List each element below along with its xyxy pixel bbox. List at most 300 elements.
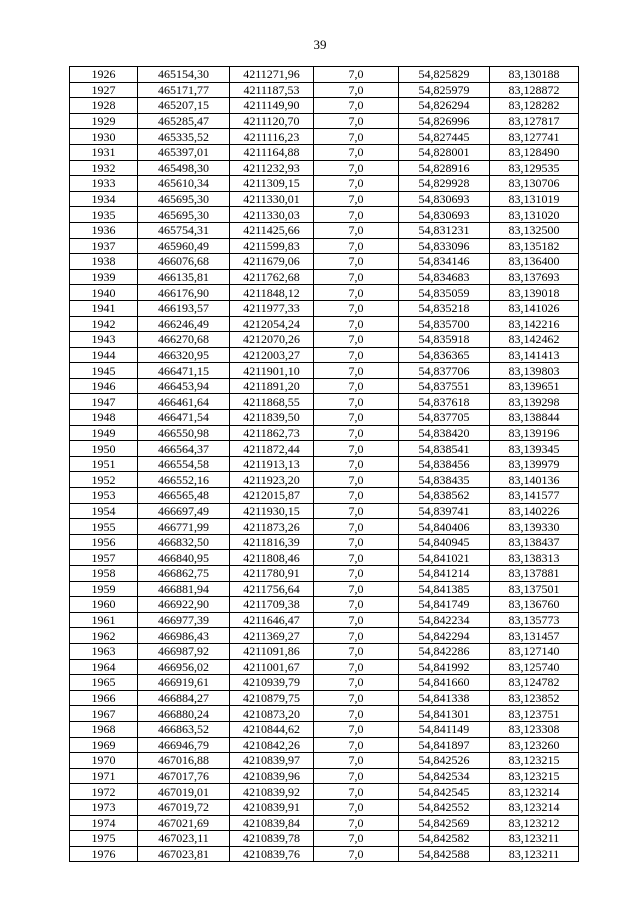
point-number-cell: 1943	[70, 332, 138, 348]
latitude-cell: 54,842588	[399, 846, 490, 862]
table-row	[70, 581, 579, 597]
x-coordinate-cell: 466176,90	[138, 285, 230, 301]
x-coordinate-cell: 467019,01	[138, 784, 230, 800]
point-number-cell: 1942	[70, 316, 138, 332]
x-coordinate-cell: 466193,57	[138, 300, 230, 316]
x-coordinate-cell: 466697,49	[138, 503, 230, 519]
x-coordinate-cell: 465207,15	[138, 98, 230, 114]
latitude-cell: 54,831231	[399, 222, 490, 238]
value-cell: 7,0	[314, 597, 399, 613]
longitude-cell: 83,123215	[490, 768, 579, 784]
longitude-cell: 83,123260	[490, 737, 579, 753]
longitude-cell: 83,130706	[490, 176, 579, 192]
y-coordinate-cell: 4212054,24	[230, 316, 314, 332]
y-coordinate-cell: 4211149,90	[230, 98, 314, 114]
table-row	[70, 768, 579, 784]
x-coordinate-cell: 466946,79	[138, 737, 230, 753]
value-cell: 7,0	[314, 534, 399, 550]
value-cell: 7,0	[314, 737, 399, 753]
table-row	[70, 643, 579, 659]
value-cell: 7,0	[314, 815, 399, 831]
x-coordinate-cell: 466461,64	[138, 394, 230, 410]
longitude-cell: 83,141577	[490, 488, 579, 504]
point-number-cell: 1970	[70, 753, 138, 769]
latitude-cell: 54,840406	[399, 519, 490, 535]
y-coordinate-cell: 4211901,10	[230, 363, 314, 379]
x-coordinate-cell: 466246,49	[138, 316, 230, 332]
x-coordinate-cell: 467021,69	[138, 815, 230, 831]
longitude-cell: 83,135182	[490, 238, 579, 254]
table-row	[70, 799, 579, 815]
point-number-cell: 1956	[70, 534, 138, 550]
point-number-cell: 1937	[70, 238, 138, 254]
longitude-cell: 83,136760	[490, 597, 579, 613]
latitude-cell: 54,836365	[399, 347, 490, 363]
longitude-cell: 83,137501	[490, 581, 579, 597]
point-number-cell: 1966	[70, 690, 138, 706]
point-number-cell: 1938	[70, 254, 138, 270]
x-coordinate-cell: 465754,31	[138, 222, 230, 238]
value-cell: 7,0	[314, 628, 399, 644]
longitude-cell: 83,140226	[490, 503, 579, 519]
x-coordinate-cell: 466565,48	[138, 488, 230, 504]
latitude-cell: 54,830693	[399, 191, 490, 207]
latitude-cell: 54,834683	[399, 269, 490, 285]
table-row	[70, 690, 579, 706]
table-row	[70, 394, 579, 410]
x-coordinate-cell: 466320,95	[138, 347, 230, 363]
x-coordinate-cell: 466076,68	[138, 254, 230, 270]
value-cell: 7,0	[314, 176, 399, 192]
value-cell: 7,0	[314, 82, 399, 98]
value-cell: 7,0	[314, 363, 399, 379]
latitude-cell: 54,841749	[399, 597, 490, 613]
longitude-cell: 83,127741	[490, 129, 579, 145]
point-number-cell: 1971	[70, 768, 138, 784]
y-coordinate-cell: 4211780,91	[230, 566, 314, 582]
y-coordinate-cell: 4212070,26	[230, 332, 314, 348]
x-coordinate-cell: 466832,50	[138, 534, 230, 550]
x-coordinate-cell: 466881,94	[138, 581, 230, 597]
point-number-cell: 1962	[70, 628, 138, 644]
value-cell: 7,0	[314, 254, 399, 270]
point-number-cell: 1927	[70, 82, 138, 98]
x-coordinate-cell: 466270,68	[138, 332, 230, 348]
longitude-cell: 83,128282	[490, 98, 579, 114]
x-coordinate-cell: 466471,15	[138, 363, 230, 379]
latitude-cell: 54,842294	[399, 628, 490, 644]
x-coordinate-cell: 465154,30	[138, 67, 230, 83]
point-number-cell: 1976	[70, 846, 138, 862]
longitude-cell: 83,123308	[490, 721, 579, 737]
longitude-cell: 83,136400	[490, 254, 579, 270]
latitude-cell: 54,838541	[399, 441, 490, 457]
value-cell: 7,0	[314, 612, 399, 628]
latitude-cell: 54,842552	[399, 799, 490, 815]
y-coordinate-cell: 4211762,68	[230, 269, 314, 285]
table-row	[70, 659, 579, 675]
value-cell: 7,0	[314, 394, 399, 410]
x-coordinate-cell: 466771,99	[138, 519, 230, 535]
y-coordinate-cell: 4211977,33	[230, 300, 314, 316]
value-cell: 7,0	[314, 846, 399, 862]
y-coordinate-cell: 4211599,83	[230, 238, 314, 254]
y-coordinate-cell: 4210879,75	[230, 690, 314, 706]
table-row	[70, 222, 579, 238]
point-number-cell: 1964	[70, 659, 138, 675]
point-number-cell: 1957	[70, 550, 138, 566]
table-row	[70, 238, 579, 254]
value-cell: 7,0	[314, 144, 399, 160]
longitude-cell: 83,137881	[490, 566, 579, 582]
point-number-cell: 1946	[70, 378, 138, 394]
latitude-cell: 54,841897	[399, 737, 490, 753]
longitude-cell: 83,125740	[490, 659, 579, 675]
value-cell: 7,0	[314, 503, 399, 519]
latitude-cell: 54,837551	[399, 378, 490, 394]
table-row	[70, 347, 579, 363]
x-coordinate-cell: 465960,49	[138, 238, 230, 254]
table-row	[70, 316, 579, 332]
y-coordinate-cell: 4211816,39	[230, 534, 314, 550]
latitude-cell: 54,841385	[399, 581, 490, 597]
y-coordinate-cell: 4211873,26	[230, 519, 314, 535]
y-coordinate-cell: 4210842,26	[230, 737, 314, 753]
y-coordinate-cell: 4210839,84	[230, 815, 314, 831]
latitude-cell: 54,840945	[399, 534, 490, 550]
value-cell: 7,0	[314, 160, 399, 176]
value-cell: 7,0	[314, 643, 399, 659]
table-row	[70, 784, 579, 800]
latitude-cell: 54,837706	[399, 363, 490, 379]
value-cell: 7,0	[314, 566, 399, 582]
x-coordinate-cell: 465610,34	[138, 176, 230, 192]
value-cell: 7,0	[314, 581, 399, 597]
longitude-cell: 83,139979	[490, 456, 579, 472]
value-cell: 7,0	[314, 129, 399, 145]
y-coordinate-cell: 4211868,55	[230, 394, 314, 410]
y-coordinate-cell: 4212015,87	[230, 488, 314, 504]
longitude-cell: 83,124782	[490, 675, 579, 691]
x-coordinate-cell: 465695,30	[138, 191, 230, 207]
x-coordinate-cell: 466987,92	[138, 643, 230, 659]
y-coordinate-cell: 4211271,96	[230, 67, 314, 83]
point-number-cell: 1929	[70, 113, 138, 129]
table-row	[70, 363, 579, 379]
y-coordinate-cell: 4211116,23	[230, 129, 314, 145]
y-coordinate-cell: 4211001,67	[230, 659, 314, 675]
latitude-cell: 54,835700	[399, 316, 490, 332]
table-row	[70, 191, 579, 207]
table-row	[70, 753, 579, 769]
longitude-cell: 83,138437	[490, 534, 579, 550]
y-coordinate-cell: 4211187,53	[230, 82, 314, 98]
value-cell: 7,0	[314, 753, 399, 769]
table-row	[70, 425, 579, 441]
table-row	[70, 144, 579, 160]
value-cell: 7,0	[314, 347, 399, 363]
table-row	[70, 737, 579, 753]
y-coordinate-cell: 4211330,01	[230, 191, 314, 207]
longitude-cell: 83,130188	[490, 67, 579, 83]
table-row	[70, 332, 579, 348]
table-row	[70, 456, 579, 472]
table-row	[70, 566, 579, 582]
point-number-cell: 1967	[70, 706, 138, 722]
x-coordinate-cell: 466471,54	[138, 410, 230, 426]
table-row	[70, 67, 579, 83]
latitude-cell: 54,841149	[399, 721, 490, 737]
longitude-cell: 83,123215	[490, 753, 579, 769]
table-row	[70, 300, 579, 316]
point-number-cell: 1935	[70, 207, 138, 223]
point-number-cell: 1934	[70, 191, 138, 207]
x-coordinate-cell: 467016,88	[138, 753, 230, 769]
x-coordinate-cell: 466135,81	[138, 269, 230, 285]
table-row	[70, 472, 579, 488]
longitude-cell: 83,141413	[490, 347, 579, 363]
y-coordinate-cell: 4211120,70	[230, 113, 314, 129]
longitude-cell: 83,127140	[490, 643, 579, 659]
value-cell: 7,0	[314, 768, 399, 784]
x-coordinate-cell: 466550,98	[138, 425, 230, 441]
longitude-cell: 83,123211	[490, 846, 579, 862]
y-coordinate-cell: 4211369,27	[230, 628, 314, 644]
x-coordinate-cell: 465335,52	[138, 129, 230, 145]
point-number-cell: 1941	[70, 300, 138, 316]
y-coordinate-cell: 4211709,38	[230, 597, 314, 613]
latitude-cell: 54,837618	[399, 394, 490, 410]
point-number-cell: 1959	[70, 581, 138, 597]
point-number-cell: 1950	[70, 441, 138, 457]
latitude-cell: 54,842526	[399, 753, 490, 769]
x-coordinate-cell: 467023,11	[138, 831, 230, 847]
latitude-cell: 54,838562	[399, 488, 490, 504]
longitude-cell: 83,138844	[490, 410, 579, 426]
longitude-cell: 83,123212	[490, 815, 579, 831]
longitude-cell: 83,140136	[490, 472, 579, 488]
table-row	[70, 628, 579, 644]
latitude-cell: 54,841301	[399, 706, 490, 722]
x-coordinate-cell: 466986,43	[138, 628, 230, 644]
latitude-cell: 54,838420	[399, 425, 490, 441]
latitude-cell: 54,842569	[399, 815, 490, 831]
table-row	[70, 410, 579, 426]
y-coordinate-cell: 4211913,13	[230, 456, 314, 472]
value-cell: 7,0	[314, 456, 399, 472]
point-number-cell: 1939	[70, 269, 138, 285]
table-row	[70, 269, 579, 285]
y-coordinate-cell: 4211309,15	[230, 176, 314, 192]
value-cell: 7,0	[314, 285, 399, 301]
longitude-cell: 83,141026	[490, 300, 579, 316]
table-row	[70, 129, 579, 145]
longitude-cell: 83,139330	[490, 519, 579, 535]
value-cell: 7,0	[314, 222, 399, 238]
table-row	[70, 113, 579, 129]
value-cell: 7,0	[314, 799, 399, 815]
y-coordinate-cell: 4211646,47	[230, 612, 314, 628]
value-cell: 7,0	[314, 207, 399, 223]
point-number-cell: 1960	[70, 597, 138, 613]
latitude-cell: 54,828001	[399, 144, 490, 160]
value-cell: 7,0	[314, 269, 399, 285]
y-coordinate-cell: 4210839,91	[230, 799, 314, 815]
point-number-cell: 1951	[70, 456, 138, 472]
value-cell: 7,0	[314, 519, 399, 535]
y-coordinate-cell: 4211872,44	[230, 441, 314, 457]
x-coordinate-cell: 465285,47	[138, 113, 230, 129]
point-number-cell: 1931	[70, 144, 138, 160]
longitude-cell: 83,123211	[490, 831, 579, 847]
x-coordinate-cell: 465171,77	[138, 82, 230, 98]
y-coordinate-cell: 4211756,64	[230, 581, 314, 597]
x-coordinate-cell: 466919,61	[138, 675, 230, 691]
point-number-cell: 1963	[70, 643, 138, 659]
latitude-cell: 54,841660	[399, 675, 490, 691]
value-cell: 7,0	[314, 690, 399, 706]
x-coordinate-cell: 467017,76	[138, 768, 230, 784]
point-number-cell: 1936	[70, 222, 138, 238]
longitude-cell: 83,139298	[490, 394, 579, 410]
latitude-cell: 54,841338	[399, 690, 490, 706]
value-cell: 7,0	[314, 831, 399, 847]
latitude-cell: 54,841021	[399, 550, 490, 566]
table-row	[70, 503, 579, 519]
longitude-cell: 83,131020	[490, 207, 579, 223]
y-coordinate-cell: 4210873,20	[230, 706, 314, 722]
longitude-cell: 83,123751	[490, 706, 579, 722]
point-number-cell: 1926	[70, 67, 138, 83]
y-coordinate-cell: 4211930,15	[230, 503, 314, 519]
value-cell: 7,0	[314, 67, 399, 83]
longitude-cell: 83,123214	[490, 784, 579, 800]
longitude-cell: 83,142462	[490, 332, 579, 348]
longitude-cell: 83,137693	[490, 269, 579, 285]
latitude-cell: 54,828916	[399, 160, 490, 176]
x-coordinate-cell: 466840,95	[138, 550, 230, 566]
latitude-cell: 54,827445	[399, 129, 490, 145]
x-coordinate-cell: 466956,02	[138, 659, 230, 675]
x-coordinate-cell: 467023,81	[138, 846, 230, 862]
table-row	[70, 675, 579, 691]
point-number-cell: 1954	[70, 503, 138, 519]
latitude-cell: 54,835218	[399, 300, 490, 316]
longitude-cell: 83,128490	[490, 144, 579, 160]
y-coordinate-cell: 4210839,78	[230, 831, 314, 847]
longitude-cell: 83,135773	[490, 612, 579, 628]
longitude-cell: 83,139651	[490, 378, 579, 394]
table-row	[70, 98, 579, 114]
longitude-cell: 83,129535	[490, 160, 579, 176]
y-coordinate-cell: 4211839,50	[230, 410, 314, 426]
y-coordinate-cell: 4211091,86	[230, 643, 314, 659]
latitude-cell: 54,838456	[399, 456, 490, 472]
table-row	[70, 285, 579, 301]
latitude-cell: 54,830693	[399, 207, 490, 223]
y-coordinate-cell: 4212003,27	[230, 347, 314, 363]
value-cell: 7,0	[314, 238, 399, 254]
table-row	[70, 254, 579, 270]
latitude-cell: 54,837705	[399, 410, 490, 426]
latitude-cell: 54,825979	[399, 82, 490, 98]
latitude-cell: 54,842286	[399, 643, 490, 659]
point-number-cell: 1932	[70, 160, 138, 176]
latitude-cell: 54,825829	[399, 67, 490, 83]
x-coordinate-cell: 466862,75	[138, 566, 230, 582]
value-cell: 7,0	[314, 378, 399, 394]
point-number-cell: 1974	[70, 815, 138, 831]
value-cell: 7,0	[314, 784, 399, 800]
x-coordinate-cell: 466922,90	[138, 597, 230, 613]
point-number-cell: 1972	[70, 784, 138, 800]
y-coordinate-cell: 4210939,79	[230, 675, 314, 691]
value-cell: 7,0	[314, 675, 399, 691]
table-row	[70, 441, 579, 457]
x-coordinate-cell: 466552,16	[138, 472, 230, 488]
point-number-cell: 1928	[70, 98, 138, 114]
latitude-cell: 54,835918	[399, 332, 490, 348]
value-cell: 7,0	[314, 425, 399, 441]
point-number-cell: 1948	[70, 410, 138, 426]
longitude-cell: 83,128872	[490, 82, 579, 98]
latitude-cell: 54,841214	[399, 566, 490, 582]
latitude-cell: 54,842582	[399, 831, 490, 847]
value-cell: 7,0	[314, 706, 399, 722]
x-coordinate-cell: 466564,37	[138, 441, 230, 457]
table-row	[70, 488, 579, 504]
value-cell: 7,0	[314, 113, 399, 129]
point-number-cell: 1953	[70, 488, 138, 504]
value-cell: 7,0	[314, 191, 399, 207]
x-coordinate-cell: 466884,27	[138, 690, 230, 706]
longitude-cell: 83,123214	[490, 799, 579, 815]
y-coordinate-cell: 4210839,96	[230, 768, 314, 784]
latitude-cell: 54,834146	[399, 254, 490, 270]
y-coordinate-cell: 4211679,06	[230, 254, 314, 270]
x-coordinate-cell: 466977,39	[138, 612, 230, 628]
value-cell: 7,0	[314, 98, 399, 114]
point-number-cell: 1969	[70, 737, 138, 753]
table-row	[70, 519, 579, 535]
latitude-cell: 54,835059	[399, 285, 490, 301]
table-row	[70, 831, 579, 847]
y-coordinate-cell: 4211862,73	[230, 425, 314, 441]
point-number-cell: 1945	[70, 363, 138, 379]
table-row	[70, 706, 579, 722]
point-number-cell: 1973	[70, 799, 138, 815]
coordinates-table	[69, 66, 579, 862]
table-row	[70, 550, 579, 566]
y-coordinate-cell: 4211891,20	[230, 378, 314, 394]
latitude-cell: 54,841992	[399, 659, 490, 675]
y-coordinate-cell: 4211808,46	[230, 550, 314, 566]
value-cell: 7,0	[314, 721, 399, 737]
longitude-cell: 83,139803	[490, 363, 579, 379]
value-cell: 7,0	[314, 332, 399, 348]
table-row	[70, 160, 579, 176]
longitude-cell: 83,139018	[490, 285, 579, 301]
point-number-cell: 1949	[70, 425, 138, 441]
point-number-cell: 1958	[70, 566, 138, 582]
y-coordinate-cell: 4211330,03	[230, 207, 314, 223]
longitude-cell: 83,131019	[490, 191, 579, 207]
coordinates-table-body	[70, 67, 579, 862]
y-coordinate-cell: 4211164,88	[230, 144, 314, 160]
y-coordinate-cell: 4210844,62	[230, 721, 314, 737]
longitude-cell: 83,131457	[490, 628, 579, 644]
point-number-cell: 1955	[70, 519, 138, 535]
